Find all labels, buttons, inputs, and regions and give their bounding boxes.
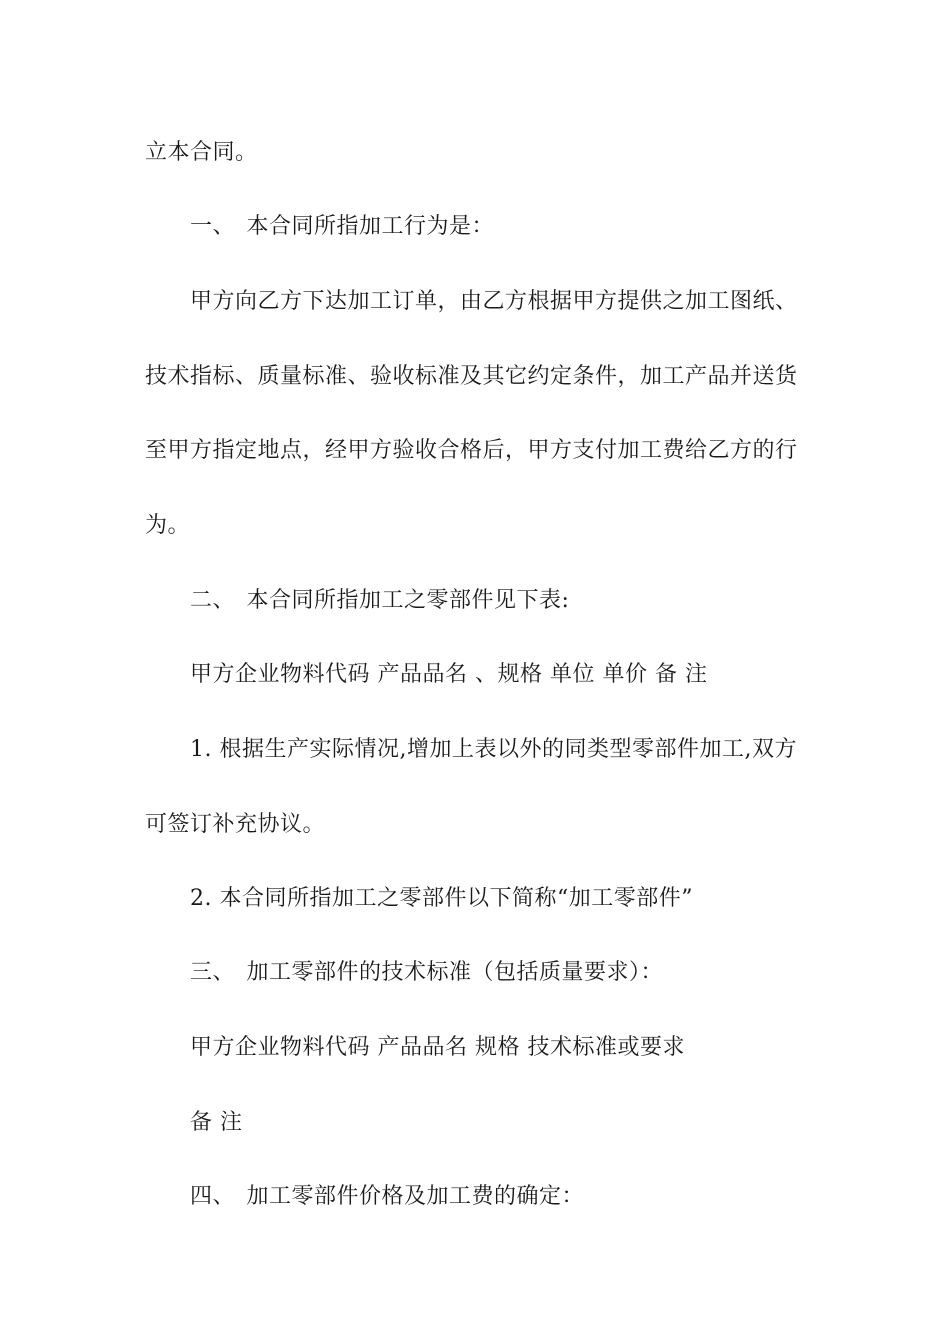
text-line: 立本合同。 — [145, 140, 258, 165]
table-header-line: 备 注 — [190, 1110, 243, 1135]
text-line: 甲方向乙方下达加工订单，由乙方根据甲方提供之加工图纸、 — [190, 289, 798, 314]
list-item: 1. 根据生产实际情况,增加上表以外的同类型零部件加工,双方 — [190, 737, 797, 762]
section-heading-3: 三、 加工零部件的技术标准（包括质量要求）： — [190, 960, 664, 985]
table-header-line: 甲方企业物料代码 产品品名 规格 技术标准或要求 — [190, 1035, 685, 1060]
table-header-line: 甲方企业物料代码 产品品名 、规格 单位 单价 备 注 — [190, 662, 708, 687]
text-line: 至甲方指定地点，经甲方验收合格后，甲方支付加工费给乙方的行 — [145, 438, 798, 463]
text-line: 可签订补充协议。 — [145, 812, 326, 837]
text-line: 技术指标、质量标准、验收标准及其它约定条件，加工产品并送货 — [145, 364, 798, 389]
list-item: 2. 本合同所指加工之零部件以下简称“加工零部件” — [190, 886, 693, 911]
section-heading-4: 四、 加工零部件价格及加工费的确定： — [190, 1184, 585, 1209]
section-heading-1: 一、 本合同所指加工行为是： — [190, 214, 495, 239]
section-heading-2: 二、 本合同所指加工之零部件见下表: — [190, 588, 570, 613]
text-line: 为。 — [145, 513, 191, 538]
